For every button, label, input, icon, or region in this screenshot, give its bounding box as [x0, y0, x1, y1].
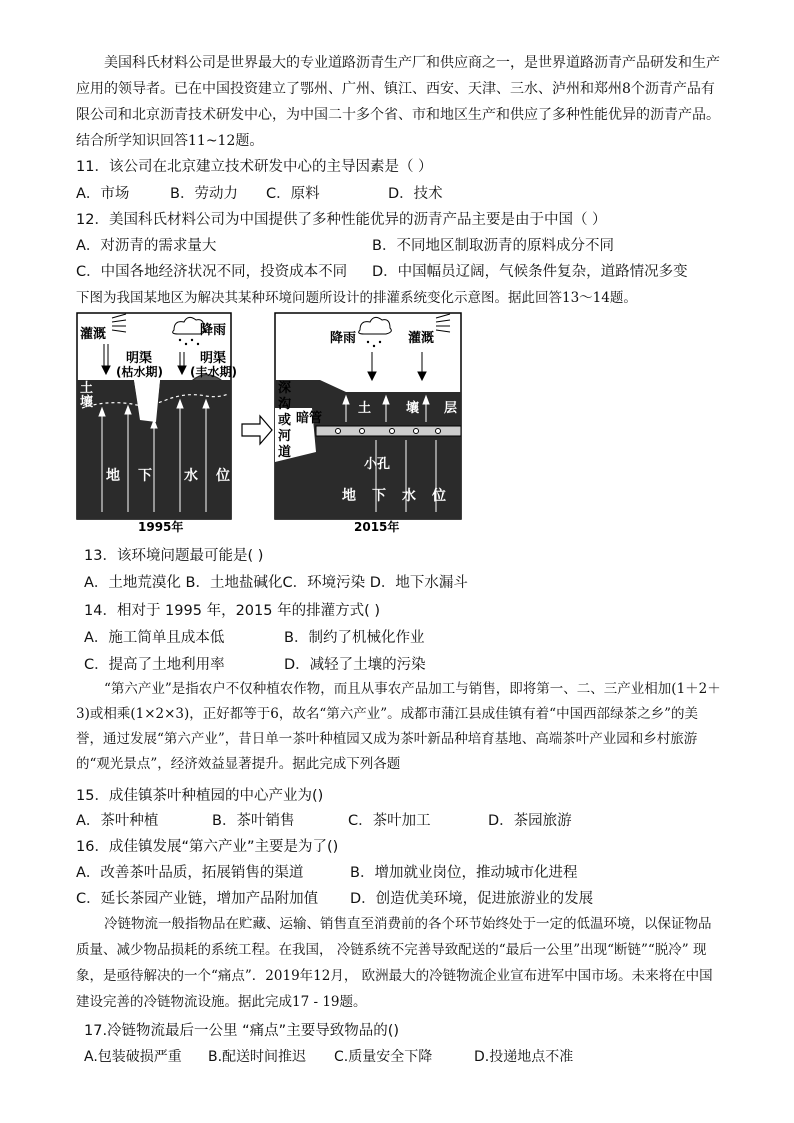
label-ditch-dry-sub: (枯水期)	[116, 365, 163, 379]
option-c[interactable]: C．中国各地经济状况不同，投资成本不同	[76, 264, 348, 280]
panel-2015	[275, 313, 461, 534]
option-a[interactable]: A．施工简单且成本低	[84, 630, 225, 646]
label-gw: 水	[184, 468, 198, 484]
passage-asphalt: 美国科氏材料公司是世界最大的专业道路沥青生产厂和供应商之一，是世界道路沥青产品研发和生产应用的领导者。已在中国投资建立了鄂州、广州、镇江、西安、天津、三水、泸州和郑州8个沥青产品有限公司和北京沥青技术研发中心，为中国二十多个省、市和地区生产和供应了多种性能优异的沥青产品。结合所学知识回答11~12题。	[76, 55, 720, 149]
question-13-options[interactable]: A．土地荒漠化 B．土地盐碱化C．环境污染 D．地下水漏斗	[84, 575, 468, 591]
label-soil: 壤	[406, 401, 420, 416]
label-soil: 层	[444, 401, 458, 416]
option-a[interactable]: A．改善茶叶品质，拓展销售的渠道	[76, 865, 304, 881]
option-b[interactable]: B．增加就业岗位，推动城市化进程	[350, 865, 578, 881]
passage-sixth-industry: “第六产业”是指农户不仅种植农作物，而且从事农产品加工与销售，即将第一、二、三产业相加(1＋2＋3)或相乘(1×2×3)，正好都等于6，故名“第六产业”。成都市蒲江县成佳镇有着“中国西部绿茶之乡”的美誉，通过发展“第六产业”，昔日单一茶叶种植园又成为茶叶新品种培育基地、高端茶叶产业园和乡村旅游的“观光景点”，经济效益显著提升。据此完成下列各题	[76, 681, 721, 772]
option-a[interactable]: A.包装破损严重	[84, 1049, 182, 1065]
transition-arrow	[242, 416, 272, 444]
question-17: 17.冷链物流最后一公里 “痛点”主要导致物品的()	[84, 1023, 400, 1039]
panel-1995	[77, 313, 237, 534]
label-hole: 小孔	[364, 457, 391, 472]
question-16: 16．成佳镇发展“第六产业”主要是为了()	[76, 839, 339, 855]
label-side: 河	[278, 429, 292, 444]
label-rain: 降雨	[330, 331, 357, 346]
question-16-options-row2	[76, 887, 593, 908]
option-b[interactable]: B．茶叶销售	[212, 813, 295, 829]
option-d[interactable]: D．技术	[388, 186, 443, 202]
label-gw: 位	[432, 488, 446, 504]
label-year-1995: 1995年	[138, 520, 184, 534]
passage-cold-chain: 冷链物流一般指物品在贮藏、运输、销售直至消费前的各个环节始终处于一定的低温环境，以保证物品质量、减少物品损耗的系统工程。在我国， 冷链系统不完善导致配送的“最后一公里”出现“断链”“脱冷” 现象，是亟待解决的一个“痛点”．2019年12月， 欧洲最大的冷链物流企业宣布进军中国市场。未来将在中国建设完善的冷链物流设施。据此完成17 - 19题。	[76, 916, 713, 1010]
label-irrigation: 灌溉	[408, 331, 435, 346]
question-16-options-row1	[76, 861, 577, 882]
label-side: 沟	[278, 397, 292, 412]
label-side: 深	[278, 381, 292, 396]
question-15-options	[76, 809, 572, 830]
label-soil-2: 壤	[80, 395, 94, 410]
label-rain: 降雨	[200, 323, 227, 338]
option-c[interactable]: C．延长茶园产业链，增加产品附加值	[76, 891, 319, 907]
label-ditch-wet: 明渠	[200, 351, 227, 366]
label-pipe: 暗管	[296, 411, 323, 426]
option-c[interactable]: C．茶叶加工	[348, 813, 431, 829]
option-c[interactable]: C.质量安全下降	[334, 1049, 433, 1065]
option-a[interactable]: A．市场	[76, 186, 130, 202]
label-ditch-dry: 明渠	[126, 351, 153, 366]
label-gw: 地	[342, 488, 356, 504]
question-11: 11．该公司在北京建立技术研发中心的主导因素是（ ）	[76, 159, 433, 175]
option-c[interactable]: C．提高了土地利用率	[84, 657, 225, 673]
label-side: 或	[278, 413, 292, 428]
option-d[interactable]: D．茶园旅游	[488, 813, 572, 829]
option-d[interactable]: D．中国幅员辽阔，气候条件复杂，道路情况多变	[372, 264, 688, 280]
question-17-options	[84, 1046, 573, 1066]
option-b[interactable]: B．制约了机械化作业	[284, 630, 425, 646]
option-c[interactable]: C．原料	[266, 186, 320, 202]
question-11-options	[76, 182, 443, 203]
label-ditch-wet-sub: (丰水期)	[190, 365, 237, 379]
passage-figure-intro: 下图为我国某地区为解决其某种环境问题所设计的排灌系统变化示意图。据此回答13～14题。	[76, 290, 637, 306]
label-gw: 位	[216, 468, 230, 484]
question-14: 14．相对于 1995 年，2015 年的排灌方式( )	[84, 603, 381, 619]
label-gw: 水	[402, 488, 416, 504]
question-15: 15．成佳镇茶叶种植园的中心产业为()	[76, 788, 324, 804]
option-b[interactable]: B.配送时间推迟	[208, 1049, 307, 1065]
drainage-system-figure	[76, 312, 468, 536]
option-a[interactable]: A．茶叶种植	[76, 813, 159, 829]
label-year-2015: 2015年	[354, 520, 400, 534]
option-d[interactable]: D.投递地点不准	[474, 1049, 574, 1065]
option-d[interactable]: D．创造优美环境，促进旅游业的发展	[350, 891, 594, 907]
label-gw: 下	[372, 488, 386, 504]
label-soil-1: 土	[80, 381, 94, 396]
label-irrigation: 灌溉	[80, 327, 107, 342]
question-12-options-row1	[76, 234, 614, 255]
question-12: 12．美国科氏材料公司为中国提供了多种性能优异的沥青产品主要是由于中国（ ）	[76, 212, 607, 228]
option-d[interactable]: D．减轻了土壤的污染	[284, 657, 426, 673]
label-gw: 下	[138, 468, 152, 484]
label-gw: 地	[106, 468, 120, 484]
option-b[interactable]: B．不同地区制取沥青的原料成分不同	[372, 238, 614, 254]
label-soil: 土	[358, 401, 372, 416]
question-14-options-row2	[84, 653, 426, 674]
option-a[interactable]: A．对沥青的需求量大	[76, 238, 217, 254]
question-13: 13．该环境问题最可能是( )	[84, 548, 264, 564]
option-b[interactable]: B．劳动力	[170, 186, 238, 202]
question-14-options-row1	[84, 626, 424, 647]
label-side: 道	[278, 445, 292, 460]
question-12-options-row2	[76, 260, 688, 281]
